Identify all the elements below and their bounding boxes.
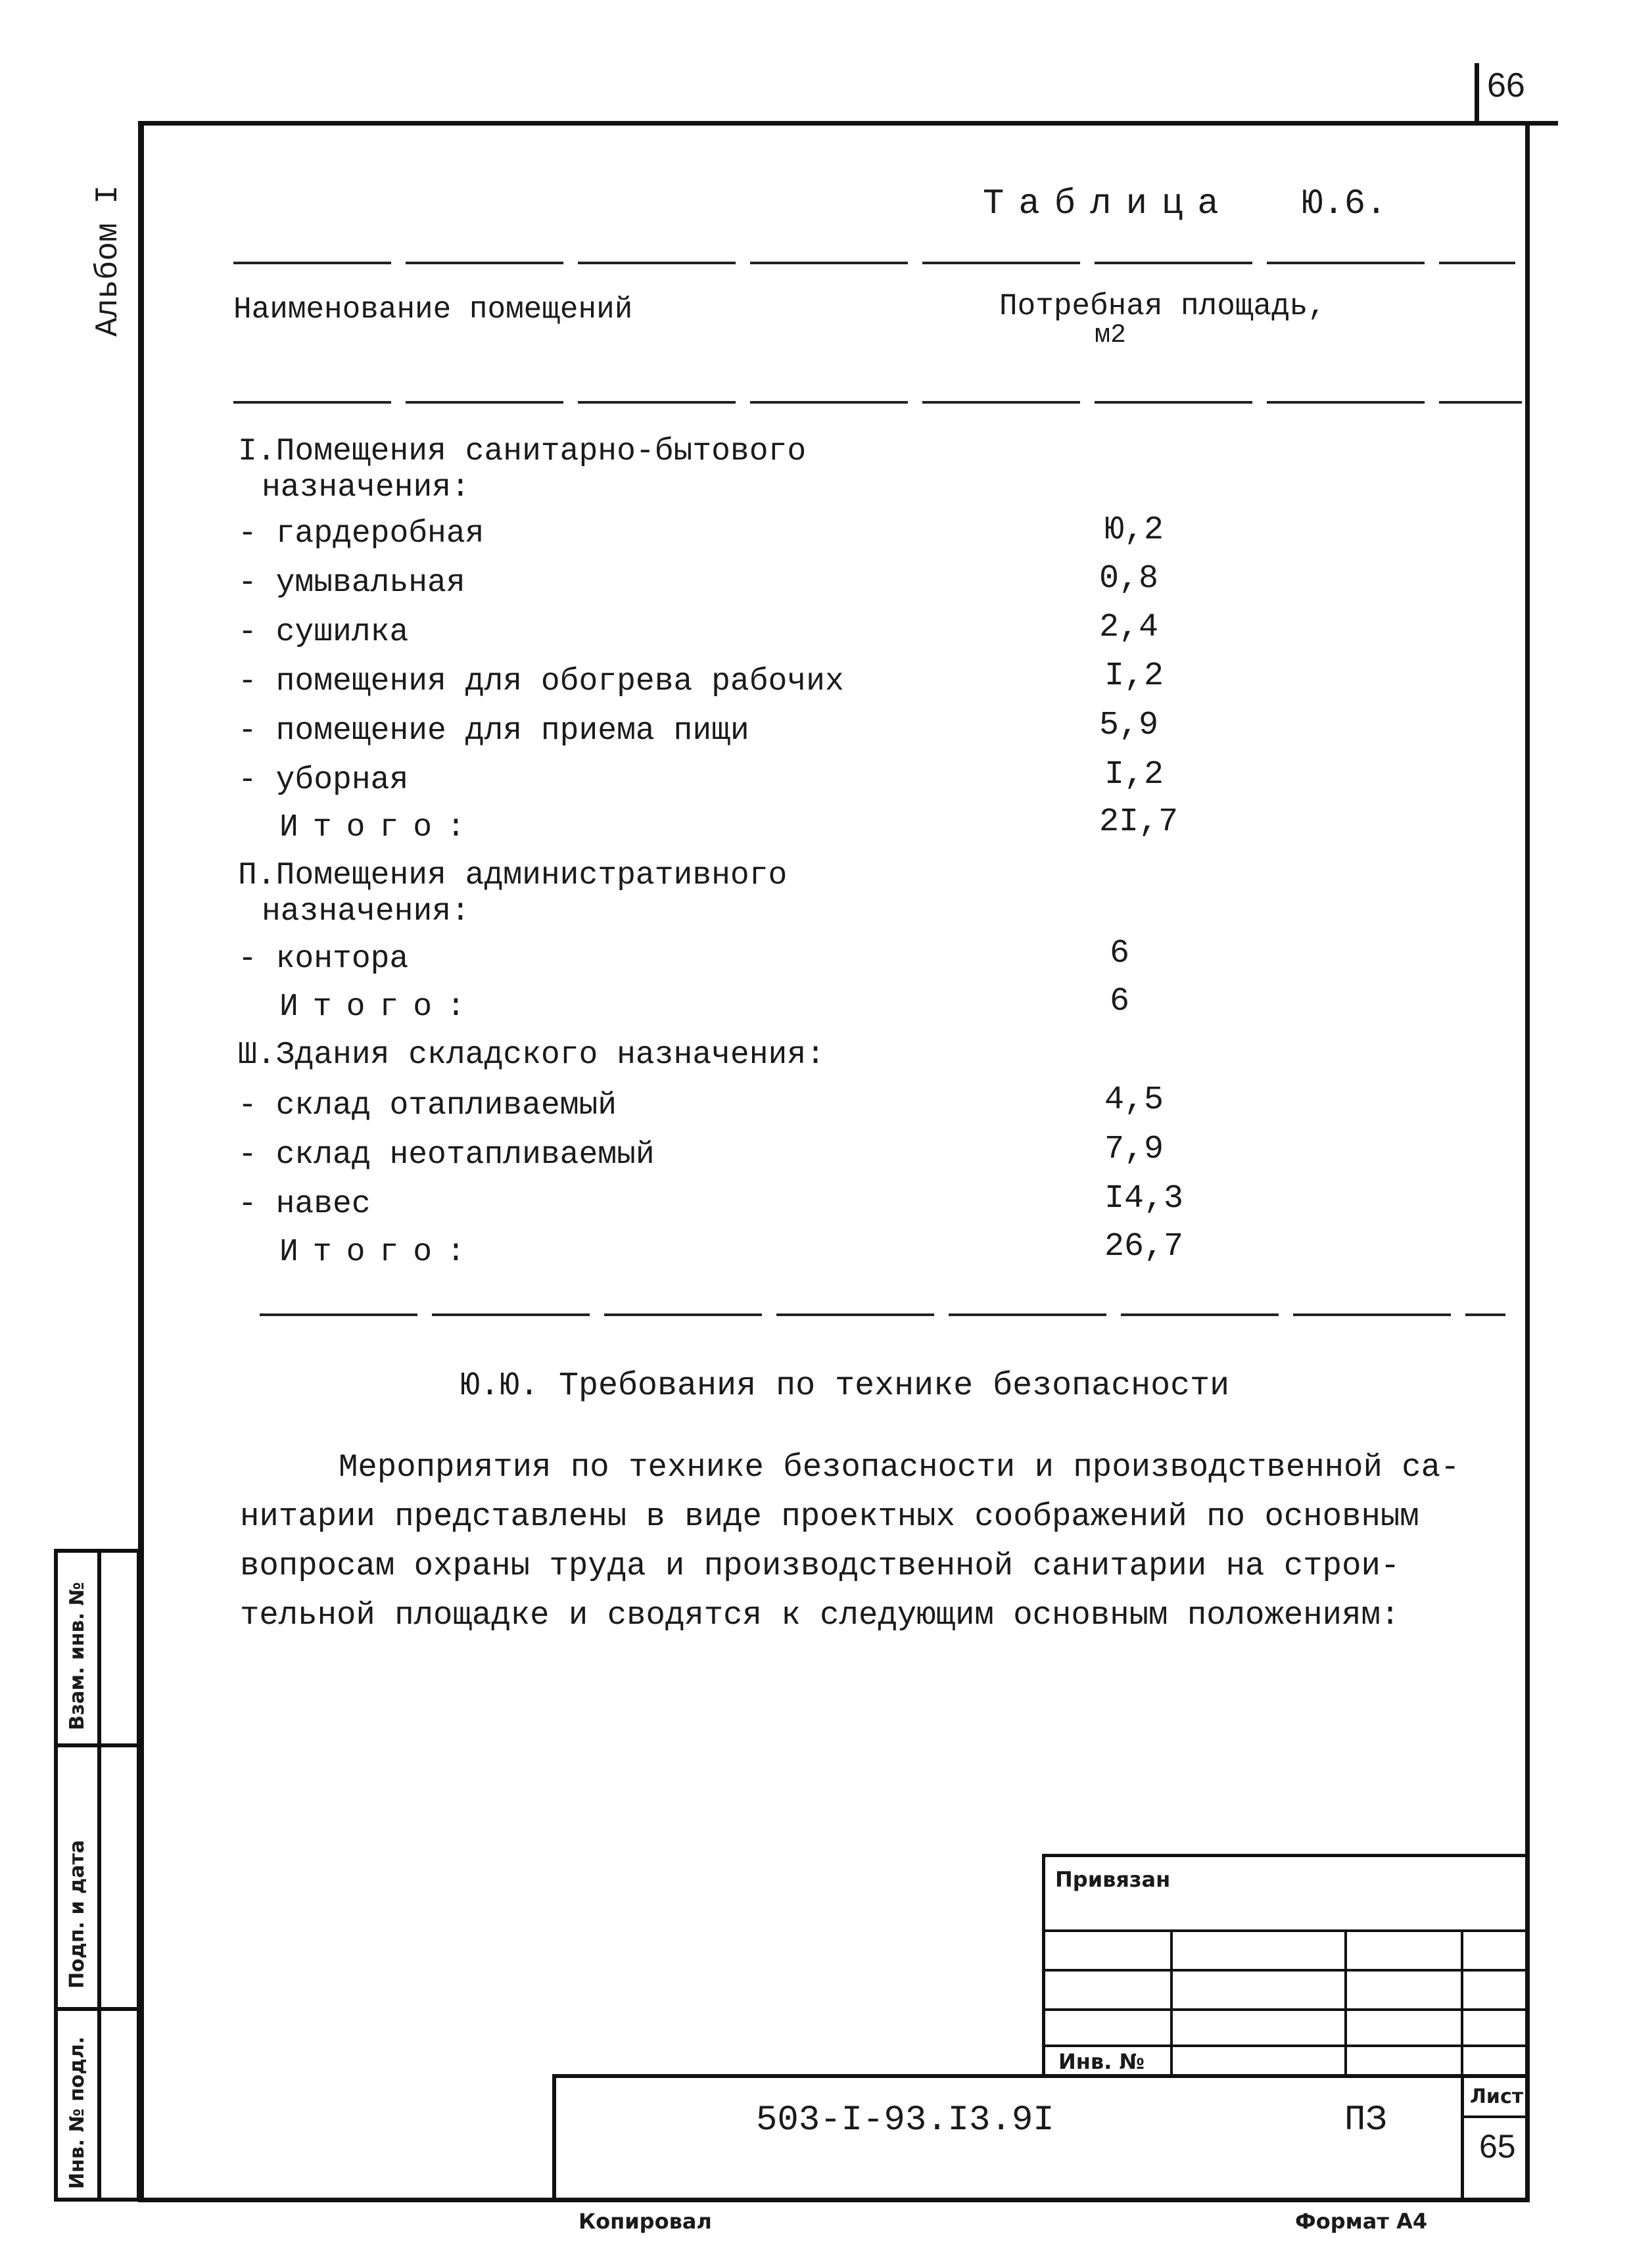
table-row-value: 7,9	[1104, 1131, 1164, 1168]
table-row-value: 2,4	[1099, 609, 1159, 646]
paragraph-line: тельной площадке и сводятся к следующим основным положениям:	[240, 1597, 1400, 1634]
table-top-rule	[233, 262, 1515, 264]
table-row-value: 6	[1110, 983, 1130, 1020]
title-block-rule	[1042, 1969, 1530, 1972]
table-row-label: назначения:	[262, 470, 470, 506]
paragraph-line: Мероприятия по технике безопасности и производственной са-	[339, 1449, 1460, 1486]
title-block-column	[1344, 1929, 1347, 2077]
table-row-label: I.Помещения санитарно-бытового	[238, 434, 807, 469]
table-row-label: - помещение для приема пищи	[238, 713, 749, 749]
table-row-label: - склад отапливаемый	[238, 1088, 617, 1123]
table-row-value: 2I,7	[1099, 803, 1179, 841]
privyazan-label: Привязан	[1055, 1867, 1171, 1892]
table-row-value: 4,5	[1104, 1081, 1164, 1119]
frame-bottom-border	[138, 2198, 1530, 2202]
title-block-left-rule	[1042, 1854, 1045, 2077]
table-row-value: I,2	[1104, 756, 1164, 793]
paragraph-line: нитарии представлены в виде проектных соображений по основным	[240, 1498, 1419, 1535]
section-title: Ю.Ю. Требования по технике безопасности	[460, 1367, 1230, 1405]
sheet-number: 65	[1479, 2128, 1516, 2165]
column-header-unit: м2	[1095, 321, 1127, 350]
table-row-value: 0,8	[1099, 560, 1159, 598]
table-row-label: - умывальная	[238, 565, 465, 601]
frame-right-border	[1525, 121, 1530, 2202]
copied-label: Копировал	[579, 2209, 712, 2234]
title-block-column	[1461, 1929, 1463, 2077]
table-row-label: - гардеробная	[238, 516, 485, 552]
table-row-total: Итого:	[279, 1235, 480, 1270]
table-row-total: Итого:	[279, 989, 480, 1025]
album-label: Альбом I	[91, 185, 126, 337]
inv-number-label: Инв. №	[1058, 2049, 1145, 2074]
stamp-sign-date-label: Подп. и дата	[66, 1839, 89, 1989]
table-row-label: назначения:	[262, 894, 470, 930]
paragraph-line: вопросам охраны труда и производственной санитарии на строи-	[240, 1547, 1400, 1584]
side-stamp-divider	[54, 1743, 141, 1747]
main-stamp-left-rule	[552, 2074, 556, 2202]
title-block-rule	[1042, 2008, 1530, 2011]
stamp-inv-label: Инв. № подл.	[66, 2036, 89, 2189]
title-block-rule	[1042, 2044, 1530, 2047]
table-row-value: 26,7	[1104, 1228, 1184, 1265]
table-row-value: 6	[1110, 935, 1130, 972]
table-row-label: - навес	[238, 1187, 371, 1222]
title-block-rule	[1042, 1929, 1530, 1932]
column-header-name: Наименование помещений	[233, 293, 633, 327]
table-row-total: Итого:	[279, 810, 480, 845]
table-row-label: П.Помещения административного	[238, 858, 788, 893]
table-row-value: Ю,2	[1104, 511, 1164, 549]
sheet-label: Лист	[1470, 2085, 1524, 2108]
frame-top-border	[138, 121, 1558, 126]
document-type: ПЗ	[1344, 2100, 1387, 2140]
table-row-label: - уборная	[238, 763, 409, 798]
sheet-cell-divider	[1461, 2115, 1530, 2118]
page-number-bar	[1475, 63, 1479, 124]
table-row-value: I,2	[1104, 657, 1164, 695]
table-bottom-rule	[260, 1313, 1505, 1316]
section-paragraph	[240, 1443, 1489, 1640]
table-row-value: 5,9	[1099, 707, 1159, 744]
side-stamp-column	[97, 1549, 101, 2202]
header-bottom-rule	[233, 401, 1522, 404]
table-row-label: - контора	[238, 941, 409, 977]
title-block-column	[1170, 1929, 1173, 2077]
table-row-label: - помещения для обогрева рабочих	[238, 664, 844, 699]
table-row-label: Ш.Здания складского назначения:	[238, 1037, 825, 1073]
table-row-value: I4,3	[1104, 1180, 1184, 1217]
column-header-area: Потребная площадь,	[999, 289, 1326, 323]
main-stamp-top-rule	[552, 2074, 1530, 2078]
side-stamp-divider	[54, 2007, 141, 2011]
page-number: 66	[1487, 66, 1525, 105]
table-title-word: Таблица	[983, 184, 1233, 224]
stamp-vzam-label: Взам. инв. №	[66, 1582, 89, 1730]
format-label: Формат А4	[1295, 2209, 1428, 2234]
table-row-label: - сушилка	[238, 615, 409, 650]
table-row-label: - склад неотапливаемый	[238, 1137, 655, 1173]
title-block-top-rule	[1042, 1854, 1530, 1857]
sheet-cell-left-rule	[1461, 2074, 1464, 2202]
document-code: 503-I-93.I3.9I	[756, 2100, 1054, 2140]
table-title-number: Ю.6.	[1302, 184, 1387, 224]
